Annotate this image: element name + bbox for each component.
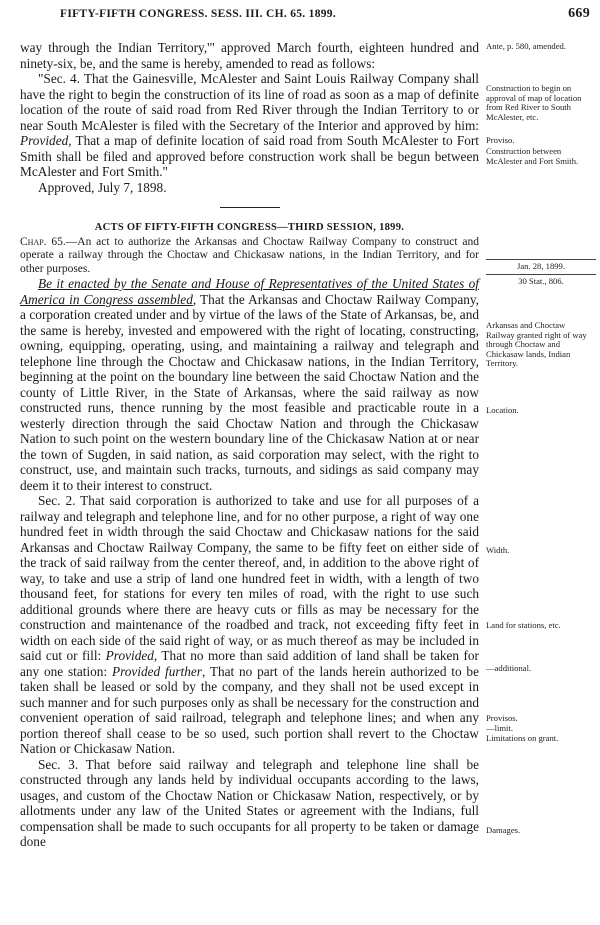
provided-further-word: Provided further: [111, 663, 202, 679]
section-3-paragraph: Sec. 3. That before said railway and telegraph and telephone line shall be constructed through any lands held by individual occupants according to the laws, usages, and custom of the Choctaw Nation or Chickasaw Nation, respectively, or by allotments under any law of the United States or agreement with the Indians, full compensation shall be made to such occupants for all property to be taken or damage done: [20, 756, 479, 849]
margin-note-construction: Construction to begin on approval of map of location from Red River to South McAlester, etc.: [486, 83, 582, 122]
margin-note-additional: —additional.: [486, 663, 532, 673]
margin-note-width: Width.: [486, 545, 510, 555]
section-1-paragraph: [20, 276, 479, 493]
margin-note-limitations: Limitations on grant.: [486, 733, 559, 743]
page-header: [60, 6, 590, 24]
section-1-text: , That the Arkansas and Choctaw Railway Company, a corporation created under and by virtue of the laws of the State of Arkansas, be, and the same is hereby, invested and empowered with the right of locating, constructing, owning, equipping, operating, using, and maintaining a railway and telegraph and telephone line through the Choctaw and Chickasaw nations, in the Indian Territory, beginning at the point on the boundary line between the said Choctaw Nation and the county of Little River, in the State of Arkansas, where the said railway as now constructed runs, thence running by the most feasible and practicable route in a westerly direction through the said Choctaw Nation and through the Chickasaw Nation to such point on the western boundary line of the Chickasaw Nation at or near the town of Sugden, in said nation, as said corporation may select, with the right to construct, use, and maintain such tracks, turnouts, and sidings as said company may deem it to their interest to construct.: [20, 291, 479, 493]
section-2-text: Sec. 2. That said corporation is authorized to take and use for all purposes of a railway and telegraph and telephone line, and for no other purpose, a right of way one hundred feet in width through the said Choctaw and Chickasaw nations for the said Arkansas and Choctaw Railway Company, the same to be fifty feet on either side of the track of said railway from the center thereof, and, in addition to the above right of way, to take and use a strip of land one hundred feet in width, with a length of two thousand feet, for stations for every ten miles of road, with the right to use such additional grounds where there are heavy cuts or fills as may be necessary for the construction and maintenance of the roadbed and track, not exceeding fifty feet in width on each side of the said right of way, or as much thereof as may be included in said cut or fill:: [20, 493, 479, 663]
chapter-label: Chap. 65.: [20, 235, 66, 248]
margin-note-ante: Ante, p. 580, amended.: [486, 41, 566, 51]
section-4-text: "Sec. 4. That the Gainesville, McAlester and Saint Louis Railway Company shall have the right to begin the construction of its line of road as soon as a map of definite location of the route of said road from Red River through the Indian Territory to or near South McAlester is filed with the Secretary of the Interior and approved by him:: [20, 71, 479, 133]
chapter-description: —An act to authorize the Arkansas and Choctaw Railway Company to construct and operate a railway through the Choctaw and Chickasaw nations, in the Indian Territory, and for other purposes.: [20, 235, 480, 275]
margin-note-construction-between: Construction between McAlester and Fort Smith.: [486, 146, 579, 166]
provided-word: Provided: [105, 648, 154, 663]
margin-note-limit: —limit.: [486, 723, 513, 733]
margin-note-citation: 30 Stat., 806.: [518, 276, 564, 286]
chapter-summary: [20, 236, 479, 277]
margin-note-damages: Damages.: [486, 825, 521, 835]
section-divider: [220, 207, 280, 208]
margin-note-location: Location.: [486, 405, 519, 415]
page-number: 669: [568, 6, 590, 21]
section-4-paragraph: [20, 71, 479, 180]
enacting-clause: Be it enacted by the Senate and House of Representatives of the United States of America in Congress assembled: [20, 276, 479, 307]
margin-note-provisos: Provisos.: [486, 713, 518, 723]
section-2-paragraph: [20, 493, 479, 757]
margin-note-date: Jan. 28, 1899.: [486, 259, 596, 275]
approval-line: Approved, July 7, 1898.: [38, 179, 167, 195]
section-2-text-c: , That no part of the lands herein authorized to be taken shall be leased or sold by the company, and they shall not be used except in such manner and for such purposes only as shall be necessary for the construction and convenient operation of said railroad, telegraph and telephone lines; and when any portion thereof shall cease to be so used, such portion shall revert to the Choctaw Nation or Chickasaw Nation.: [20, 663, 479, 756]
margin-note-land-stations: Land for stations, etc.: [486, 620, 561, 630]
intro-paragraph: way through the Indian Territory,'" approved March fourth, eighteen hundred and ninety-six, be, and the same is hereby, amended to read as follows:: [20, 40, 479, 71]
section-4-text-end: , That a map of definite location of said road from South McAlester to Fort Smith shall be filed and approved before construction work shall be begun between McAlester and Fort Smith.": [20, 133, 479, 179]
proviso-word: Provided: [20, 133, 69, 148]
margin-note-proviso: Proviso.: [486, 135, 515, 145]
acts-heading: ACTS OF FIFTY-FIFTH CONGRESS—THIRD SESSION, 1899.: [94, 222, 405, 233]
margin-note-grant: Arkansas and Choctaw Railway granted right of way through Choctaw and Chickasaw lands, Indian Territory.: [486, 320, 587, 369]
main-text: [20, 40, 479, 850]
running-head: FIFTY-FIFTH CONGRESS. SESS. III. CH. 65. 1899.: [60, 8, 337, 20]
section-2-text-b: , That no more than said addition of land shall be taken for any one station:: [20, 648, 479, 679]
